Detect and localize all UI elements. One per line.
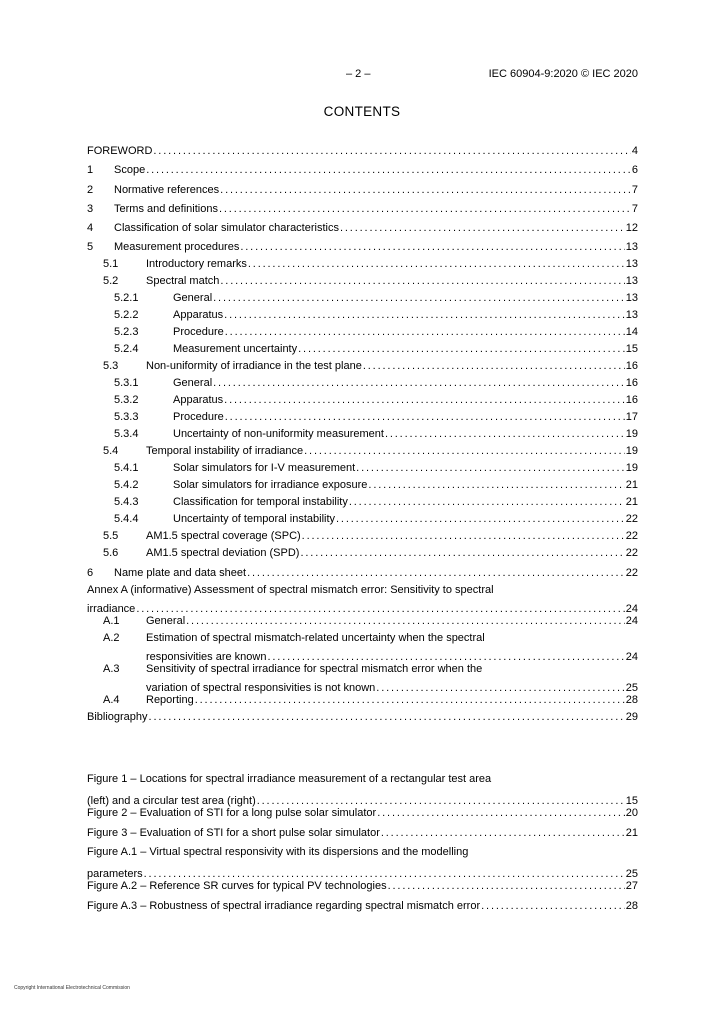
toc-entry-number: 5.4.3	[114, 496, 139, 509]
dot-leader	[381, 827, 625, 839]
document-reference: IEC 60904-9:2020 © IEC 2020	[488, 68, 638, 80]
toc-entry-title: Introductory remarks	[146, 258, 247, 271]
dot-leader	[363, 360, 625, 372]
toc-entry[interactable]	[87, 164, 638, 181]
dot-leader	[340, 222, 625, 234]
toc-entry[interactable]	[87, 326, 638, 343]
page-ref: 13	[625, 292, 638, 305]
toc-entry-title: FOREWORD	[87, 145, 153, 157]
toc-entry-number: 5.2.3	[114, 326, 139, 339]
toc-entry-number: 5.4.4	[114, 513, 139, 526]
toc-entry[interactable]	[87, 184, 638, 201]
page-number: – 2 –	[346, 68, 371, 80]
toc-entry-number: 6	[87, 566, 94, 579]
page-ref: 28	[625, 899, 638, 912]
dot-leader	[220, 184, 631, 196]
toc-entry-title: Sensitivity of spectral irradiance for spectral mismatch error when the	[146, 662, 483, 675]
toc-entry[interactable]	[87, 445, 638, 462]
toc-entry-number: A.2	[103, 631, 120, 644]
copyright-notice: Copyright International Electrotechnical Commission	[14, 985, 130, 991]
page-ref: 13	[625, 258, 638, 271]
toc-entry-title: Solar simulators for I-V measurement	[173, 462, 356, 475]
dot-leader	[377, 807, 625, 819]
toc-entry[interactable]	[87, 496, 638, 513]
toc-entry-title: variation of spectral responsivities is not known	[146, 681, 376, 694]
page-ref: 12	[625, 222, 638, 235]
dot-leader	[224, 394, 625, 406]
list-of-figures	[87, 773, 638, 919]
toc-entry-title: Non-uniformity of irradiance in the test plane	[146, 360, 362, 373]
dot-leader	[240, 241, 624, 253]
toc-entry-title: Uncertainty of non-uniformity measurement	[173, 428, 384, 441]
page-ref: 28	[625, 693, 638, 706]
page-header	[0, 68, 724, 84]
toc-entry[interactable]	[87, 567, 638, 584]
page-ref: 7	[631, 202, 638, 215]
dot-leader	[302, 530, 625, 542]
figure-entry-title: Figure A.1 – Virtual spectral responsivity with its dispersions and the modelling	[87, 846, 469, 858]
toc-entry-title: Solar simulators for irradiance exposure	[173, 479, 368, 492]
dot-leader	[213, 292, 625, 304]
figure-entry[interactable]	[87, 827, 638, 847]
page-ref: 14	[625, 326, 638, 339]
page-ref: 16	[625, 377, 638, 390]
toc-entry[interactable]	[87, 275, 638, 292]
dot-leader	[195, 694, 625, 706]
toc-entry[interactable]	[87, 513, 638, 530]
page-ref: 15	[625, 343, 638, 356]
toc-entry-title: Bibliography	[87, 710, 148, 723]
toc-entry-number: 4	[87, 222, 94, 235]
page-ref: 22	[625, 547, 638, 560]
dot-leader	[144, 868, 625, 880]
toc-entry-number: 3	[87, 202, 94, 215]
toc-entry[interactable]	[87, 428, 638, 445]
toc-entry-number: 5.3.3	[114, 411, 139, 424]
toc-entry-title: General	[173, 377, 213, 390]
dot-leader	[225, 326, 625, 338]
toc-entry-number: 5.2.1	[114, 292, 139, 305]
page-ref: 7	[631, 183, 638, 196]
figure-entry[interactable]	[87, 900, 638, 920]
toc-entry-number: A.3	[103, 662, 120, 675]
toc-entry-title: Measurement uncertainty	[173, 343, 298, 356]
toc-entry-number: 5.4.1	[114, 462, 139, 475]
page-title: CONTENTS	[323, 104, 401, 119]
figure-entry[interactable]	[87, 880, 638, 900]
toc-entry-title: Reporting	[146, 693, 194, 706]
toc-entry[interactable]	[87, 711, 638, 728]
page-ref: 20	[625, 807, 638, 819]
page-ref: 17	[625, 411, 638, 424]
toc-entry[interactable]	[87, 411, 638, 428]
toc-entry-title: Estimation of spectral mismatch-related uncertainty when the spectral	[146, 631, 485, 644]
toc-entry[interactable]	[87, 632, 638, 663]
dot-leader	[219, 203, 631, 215]
page-ref: 22	[625, 513, 638, 526]
page-ref: 21	[625, 496, 638, 509]
toc-entry-title: Annex A (informative) Assessment of spectral mismatch error: Sensitivity to spectral	[87, 583, 494, 596]
toc-entry-title: General	[173, 292, 213, 305]
dot-leader	[388, 880, 625, 892]
toc-entry-title: Terms and definitions	[114, 202, 218, 215]
page-ref: 25	[625, 681, 638, 694]
dot-leader	[298, 343, 625, 355]
toc-entry-title: General	[146, 614, 186, 627]
figure-entry-title: Figure A.2 – Reference SR curves for typical PV technologies	[87, 880, 387, 892]
page-ref: 6	[631, 164, 638, 177]
toc-entry[interactable]	[87, 462, 638, 479]
toc-entry[interactable]	[87, 694, 638, 711]
dot-leader	[336, 513, 625, 525]
toc-entry-number: 5.2	[103, 275, 119, 288]
toc-entry-number: A.4	[103, 693, 120, 706]
dot-leader	[136, 603, 624, 615]
page-ref: 24	[625, 614, 638, 627]
page-ref: 25	[625, 868, 638, 880]
toc-entry[interactable]	[87, 360, 638, 377]
toc-entry-number: 5.6	[103, 547, 119, 560]
toc-entry-title: Apparatus	[173, 309, 224, 322]
toc-entry[interactable]	[87, 530, 638, 547]
figure-entry-title: (left) and a circular test area (right)	[87, 795, 256, 807]
toc-entry-title: Temporal instability of irradiance	[146, 445, 304, 458]
toc-entry[interactable]	[87, 547, 638, 564]
toc-entry-title: responsivities are known	[146, 650, 267, 663]
page-ref: 13	[625, 309, 638, 322]
toc-entry[interactable]	[87, 145, 638, 162]
dot-leader	[481, 900, 625, 912]
toc-entry-number: 5	[87, 241, 94, 254]
toc-entry[interactable]	[87, 203, 638, 220]
dot-leader	[225, 411, 625, 423]
dot-leader	[247, 567, 625, 579]
toc-entry-number: 5.1	[103, 258, 119, 271]
page-ref: 13	[625, 241, 638, 254]
page-ref: 4	[631, 145, 638, 157]
page-ref: 16	[625, 394, 638, 407]
toc-entry-title: Classification for temporal instability	[173, 496, 348, 509]
toc-entry-title: Measurement procedures	[114, 241, 240, 254]
toc-entry-title: Spectral match	[146, 275, 220, 288]
dot-leader	[368, 479, 624, 491]
toc-entry[interactable]	[87, 258, 638, 275]
dot-leader	[153, 145, 630, 157]
toc-entry-title: Uncertainty of temporal instability	[173, 513, 336, 526]
page-ref: 21	[625, 826, 638, 839]
page-ref: 13	[625, 275, 638, 288]
dot-leader	[186, 615, 625, 627]
toc-entry-number: 5.3.4	[114, 428, 139, 441]
toc-entry-number: A.1	[103, 614, 120, 627]
dot-leader	[385, 428, 625, 440]
page-ref: 16	[625, 360, 638, 373]
dot-leader	[213, 377, 625, 389]
toc-entry-number: 2	[87, 183, 94, 196]
toc-entry[interactable]	[87, 222, 638, 239]
figure-entry-title: Figure 1 – Locations for spectral irradiance measurement of a rectangular test area	[87, 773, 492, 785]
figure-entry-title: Figure A.3 – Robustness of spectral irradiance regarding spectral mismatch error	[87, 899, 481, 912]
page-ref: 15	[625, 795, 638, 807]
figure-entry[interactable]	[87, 846, 638, 880]
toc-entry-title: Scope	[114, 164, 146, 177]
toc-entry-title: Procedure	[173, 326, 224, 339]
dot-leader	[304, 445, 625, 457]
page-ref: 27	[625, 880, 638, 892]
toc-entry-title: AM1.5 spectral coverage (SPC)	[146, 530, 301, 543]
toc-entry-title: Normative references	[114, 183, 220, 196]
figure-entry[interactable]	[87, 807, 638, 827]
toc-entry[interactable]	[87, 309, 638, 326]
page-ref: 19	[625, 462, 638, 475]
toc-entry[interactable]	[87, 584, 638, 615]
dot-leader	[224, 309, 625, 321]
toc-entry[interactable]	[87, 241, 638, 258]
page-ref: 22	[625, 530, 638, 543]
toc-entry[interactable]	[87, 663, 638, 694]
toc-entry[interactable]	[87, 479, 638, 496]
dot-leader	[220, 275, 624, 287]
toc-entry-number: 5.3.2	[114, 394, 139, 407]
toc-entry-title: Name plate and data sheet	[114, 566, 247, 579]
toc-entry-number: 5.3	[103, 360, 119, 373]
dot-leader	[257, 795, 625, 807]
page-ref: 19	[625, 445, 638, 458]
dot-leader	[376, 682, 624, 694]
page-ref: 24	[625, 602, 638, 615]
toc-entry-title: AM1.5 spectral deviation (SPD)	[146, 547, 300, 560]
figure-entry-title: Figure 3 – Evaluation of STI for a short pulse solar simulator	[87, 826, 380, 839]
toc-entry-number: 5.2.4	[114, 343, 139, 356]
dot-leader	[349, 496, 625, 508]
dot-leader	[149, 711, 625, 723]
dot-leader	[267, 651, 624, 663]
page-ref: 24	[625, 650, 638, 663]
table-of-contents	[87, 145, 638, 728]
toc-entry-number: 1	[87, 164, 94, 177]
toc-entry-number: 5.4	[103, 445, 119, 458]
figure-entry-title: parameters	[87, 868, 143, 880]
toc-entry[interactable]	[87, 377, 638, 394]
page-ref: 21	[625, 479, 638, 492]
figure-entry-title: Figure 2 – Evaluation of STI for a long pulse solar simulator	[87, 807, 377, 819]
toc-entry-number: 5.2.2	[114, 309, 139, 322]
page-ref: 19	[625, 428, 638, 441]
dot-leader	[300, 547, 624, 559]
toc-entry[interactable]	[87, 343, 638, 360]
dot-leader	[356, 462, 625, 474]
toc-entry-number: 5.4.2	[114, 479, 139, 492]
toc-entry-title: Apparatus	[173, 394, 224, 407]
toc-entry[interactable]	[87, 394, 638, 411]
toc-entry-title: irradiance	[87, 602, 136, 615]
dot-leader	[146, 164, 631, 176]
toc-entry-title: Procedure	[173, 411, 224, 424]
toc-entry-number: 5.5	[103, 530, 119, 543]
page-ref: 22	[625, 566, 638, 579]
page-ref: 29	[625, 710, 638, 723]
toc-entry-title: Classification of solar simulator characteristics	[114, 222, 339, 235]
figure-entry[interactable]	[87, 773, 638, 807]
toc-entry-number: 5.3.1	[114, 377, 139, 390]
dot-leader	[248, 258, 625, 270]
toc-entry[interactable]	[87, 292, 638, 309]
toc-entry[interactable]	[87, 615, 638, 632]
